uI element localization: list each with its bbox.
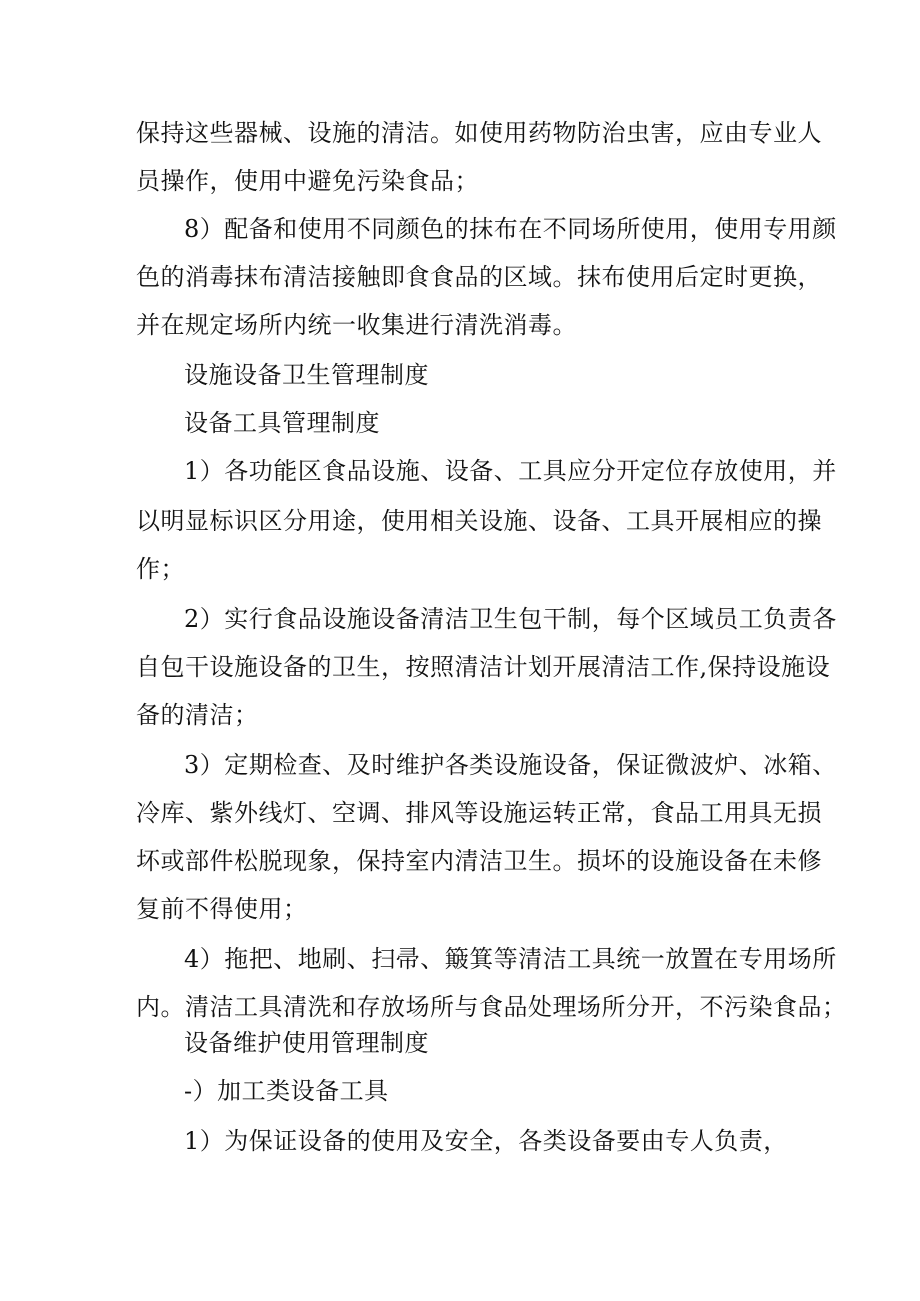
text-line: 3）定期检查、及时维护各类设施设备，保证微波炉、冰箱、 bbox=[184, 751, 837, 779]
text-line: 保持这些器械、设施的清洁。如使用药物防治虫害，应由专业人 bbox=[136, 119, 822, 147]
text-line: 备的清洁； bbox=[136, 701, 259, 729]
text-line: 4）拖把、地刷、扫帚、簸箕等清洁工具统一放置在专用场所 bbox=[184, 945, 837, 973]
text-line: 以明显标识区分用途，使用相关设施、设备、工具开展相应的操 bbox=[136, 507, 822, 535]
text-line: 复前不得使用； bbox=[136, 895, 308, 923]
text-line: 作； bbox=[136, 555, 185, 583]
section-heading: 设备工具管理制度 bbox=[184, 409, 380, 437]
text-line: 8）配备和使用不同颜色的抹布在不同场所使用，使用专用颜 bbox=[184, 215, 837, 243]
text-line: 员操作，使用中避免污染食品； bbox=[136, 167, 479, 195]
text-line: 坏或部件松脱现象，保持室内清洁卫生。损坏的设施设备在未修 bbox=[136, 847, 822, 875]
subsection-heading: -）加工类设备工具 bbox=[184, 1077, 389, 1105]
text-line: 并在规定场所内统一收集进行清洗消毒。 bbox=[136, 311, 577, 339]
text-line: 色的消毒抹布清洁接触即食食品的区域。抹布使用后定时更换， bbox=[136, 263, 822, 291]
text-line: 1）为保证设备的使用及安全，各类设备要由专人负责， bbox=[184, 1127, 788, 1155]
text-line: 内。清洁工具清洗和存放场所与食品处理场所分开，不污染食品； bbox=[136, 993, 847, 1021]
text-line: 自包干设施设备的卫生，按照清洁计划开展清洁工作,保持设施设 bbox=[136, 653, 831, 681]
text-line: 冷库、紫外线灯、空调、排风等设施运转正常，食品工用具无损 bbox=[136, 799, 822, 827]
section-heading: 设施设备卫生管理制度 bbox=[184, 361, 429, 389]
text-line: 1）各功能区食品设施、设备、工具应分开定位存放使用，并 bbox=[184, 457, 837, 485]
text-line: 2）实行食品设施设备清洁卫生包干制，每个区域员工负责各 bbox=[184, 605, 837, 633]
section-heading: 设备维护使用管理制度 bbox=[184, 1029, 429, 1057]
